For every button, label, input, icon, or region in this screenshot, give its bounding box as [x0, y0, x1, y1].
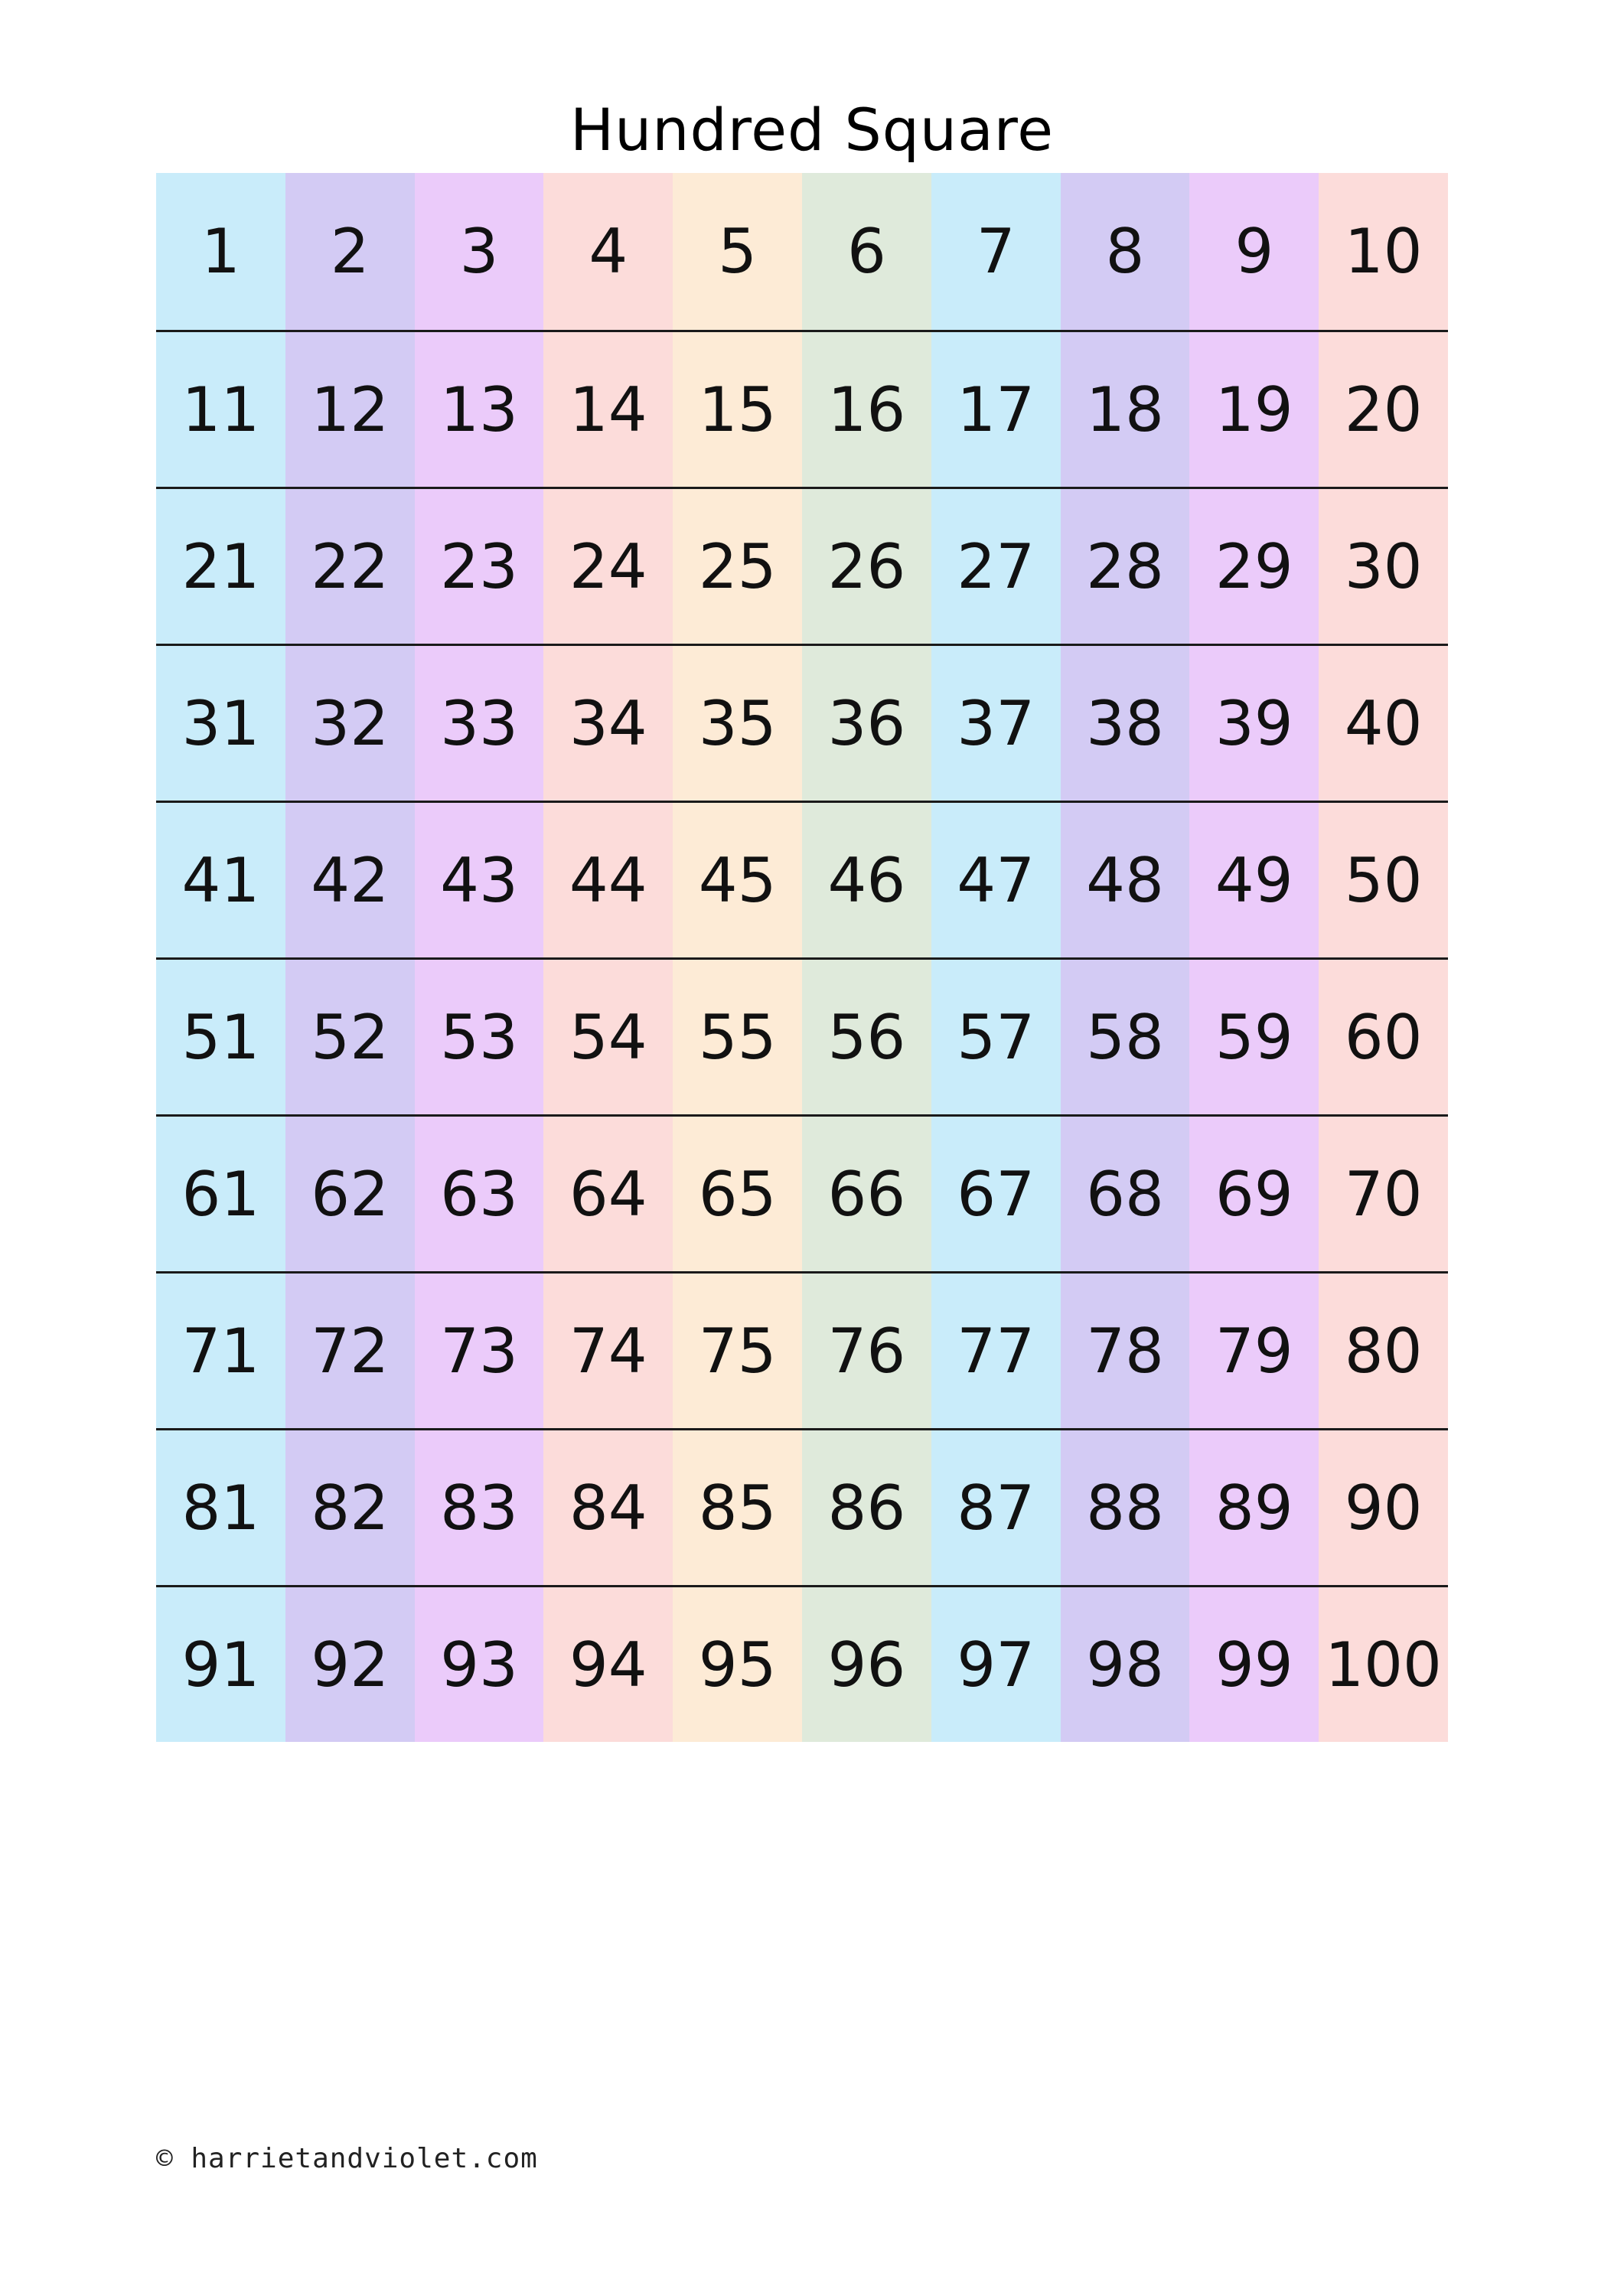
number-cell: 49 [1189, 801, 1319, 957]
number-cell: 46 [802, 801, 931, 957]
number-cell: 59 [1189, 957, 1319, 1114]
number-cell: 68 [1061, 1114, 1190, 1271]
number-cell: 95 [673, 1585, 802, 1742]
number-cell: 99 [1189, 1585, 1319, 1742]
number-cell: 44 [543, 801, 673, 957]
number-cell: 37 [931, 644, 1061, 801]
number-cell: 42 [285, 801, 415, 957]
number-cell: 8 [1061, 173, 1190, 330]
number-cell: 7 [931, 173, 1061, 330]
number-cell: 72 [285, 1271, 415, 1428]
number-cell: 18 [1061, 330, 1190, 487]
number-cell: 73 [415, 1271, 544, 1428]
number-cell: 96 [802, 1585, 931, 1742]
number-cell: 39 [1189, 644, 1319, 801]
number-cell: 17 [931, 330, 1061, 487]
number-cell: 20 [1319, 330, 1448, 487]
number-cell: 2 [285, 173, 415, 330]
number-cell: 78 [1061, 1271, 1190, 1428]
number-cell: 57 [931, 957, 1061, 1114]
number-cell: 76 [802, 1271, 931, 1428]
number-cell: 64 [543, 1114, 673, 1271]
number-cell: 41 [156, 801, 285, 957]
number-cell: 87 [931, 1428, 1061, 1585]
number-cell: 86 [802, 1428, 931, 1585]
number-cell: 40 [1319, 644, 1448, 801]
number-cell: 51 [156, 957, 285, 1114]
number-cell: 70 [1319, 1114, 1448, 1271]
number-cell: 12 [285, 330, 415, 487]
number-cell: 19 [1189, 330, 1319, 487]
number-cell: 33 [415, 644, 544, 801]
number-cell: 89 [1189, 1428, 1319, 1585]
number-cell: 22 [285, 487, 415, 644]
number-cell: 63 [415, 1114, 544, 1271]
number-cell: 83 [415, 1428, 544, 1585]
number-cell: 55 [673, 957, 802, 1114]
number-cell: 94 [543, 1585, 673, 1742]
number-cell: 26 [802, 487, 931, 644]
number-cell: 9 [1189, 173, 1319, 330]
number-cell: 35 [673, 644, 802, 801]
number-cell: 58 [1061, 957, 1190, 1114]
number-cell: 79 [1189, 1271, 1319, 1428]
number-cell: 28 [1061, 487, 1190, 644]
number-cell: 71 [156, 1271, 285, 1428]
number-cell: 21 [156, 487, 285, 644]
number-cell: 32 [285, 644, 415, 801]
number-cell: 77 [931, 1271, 1061, 1428]
number-cell: 100 [1319, 1585, 1448, 1742]
copyright-footer: © harrietandviolet.com [156, 2143, 538, 2174]
number-cell: 61 [156, 1114, 285, 1271]
number-cell: 90 [1319, 1428, 1448, 1585]
number-cell: 54 [543, 957, 673, 1114]
number-cell: 13 [415, 330, 544, 487]
number-cell: 31 [156, 644, 285, 801]
number-cell: 4 [543, 173, 673, 330]
number-cell: 1 [156, 173, 285, 330]
number-cell: 98 [1061, 1585, 1190, 1742]
number-cell: 56 [802, 957, 931, 1114]
number-cell: 66 [802, 1114, 931, 1271]
number-cell: 84 [543, 1428, 673, 1585]
number-cell: 97 [931, 1585, 1061, 1742]
number-cell: 80 [1319, 1271, 1448, 1428]
number-cell: 48 [1061, 801, 1190, 957]
number-cell: 93 [415, 1585, 544, 1742]
number-cell: 92 [285, 1585, 415, 1742]
number-cell: 69 [1189, 1114, 1319, 1271]
number-cell: 82 [285, 1428, 415, 1585]
number-cell: 6 [802, 173, 931, 330]
number-cell: 88 [1061, 1428, 1190, 1585]
number-cell: 34 [543, 644, 673, 801]
number-cell: 3 [415, 173, 544, 330]
number-cell: 24 [543, 487, 673, 644]
number-cell: 53 [415, 957, 544, 1114]
number-cell: 27 [931, 487, 1061, 644]
page-title: Hundred Square [569, 96, 1055, 164]
number-cell: 25 [673, 487, 802, 644]
number-cell: 23 [415, 487, 544, 644]
number-cell: 60 [1319, 957, 1448, 1114]
number-cell: 45 [673, 801, 802, 957]
number-cell: 16 [802, 330, 931, 487]
number-cell: 85 [673, 1428, 802, 1585]
number-cell: 62 [285, 1114, 415, 1271]
number-cell: 52 [285, 957, 415, 1114]
number-cell: 29 [1189, 487, 1319, 644]
number-cell: 30 [1319, 487, 1448, 644]
number-cell: 65 [673, 1114, 802, 1271]
number-cell: 47 [931, 801, 1061, 957]
number-cell: 43 [415, 801, 544, 957]
number-cell: 67 [931, 1114, 1061, 1271]
number-cell: 14 [543, 330, 673, 487]
number-cell: 36 [802, 644, 931, 801]
number-cell: 50 [1319, 801, 1448, 957]
number-cell: 38 [1061, 644, 1190, 801]
number-cell: 11 [156, 330, 285, 487]
number-cell: 75 [673, 1271, 802, 1428]
number-cell: 5 [673, 173, 802, 330]
number-cell: 74 [543, 1271, 673, 1428]
hundred-square-grid [156, 173, 1448, 1742]
number-cell: 81 [156, 1428, 285, 1585]
number-cell: 10 [1319, 173, 1448, 330]
number-cell: 91 [156, 1585, 285, 1742]
number-cell: 15 [673, 330, 802, 487]
